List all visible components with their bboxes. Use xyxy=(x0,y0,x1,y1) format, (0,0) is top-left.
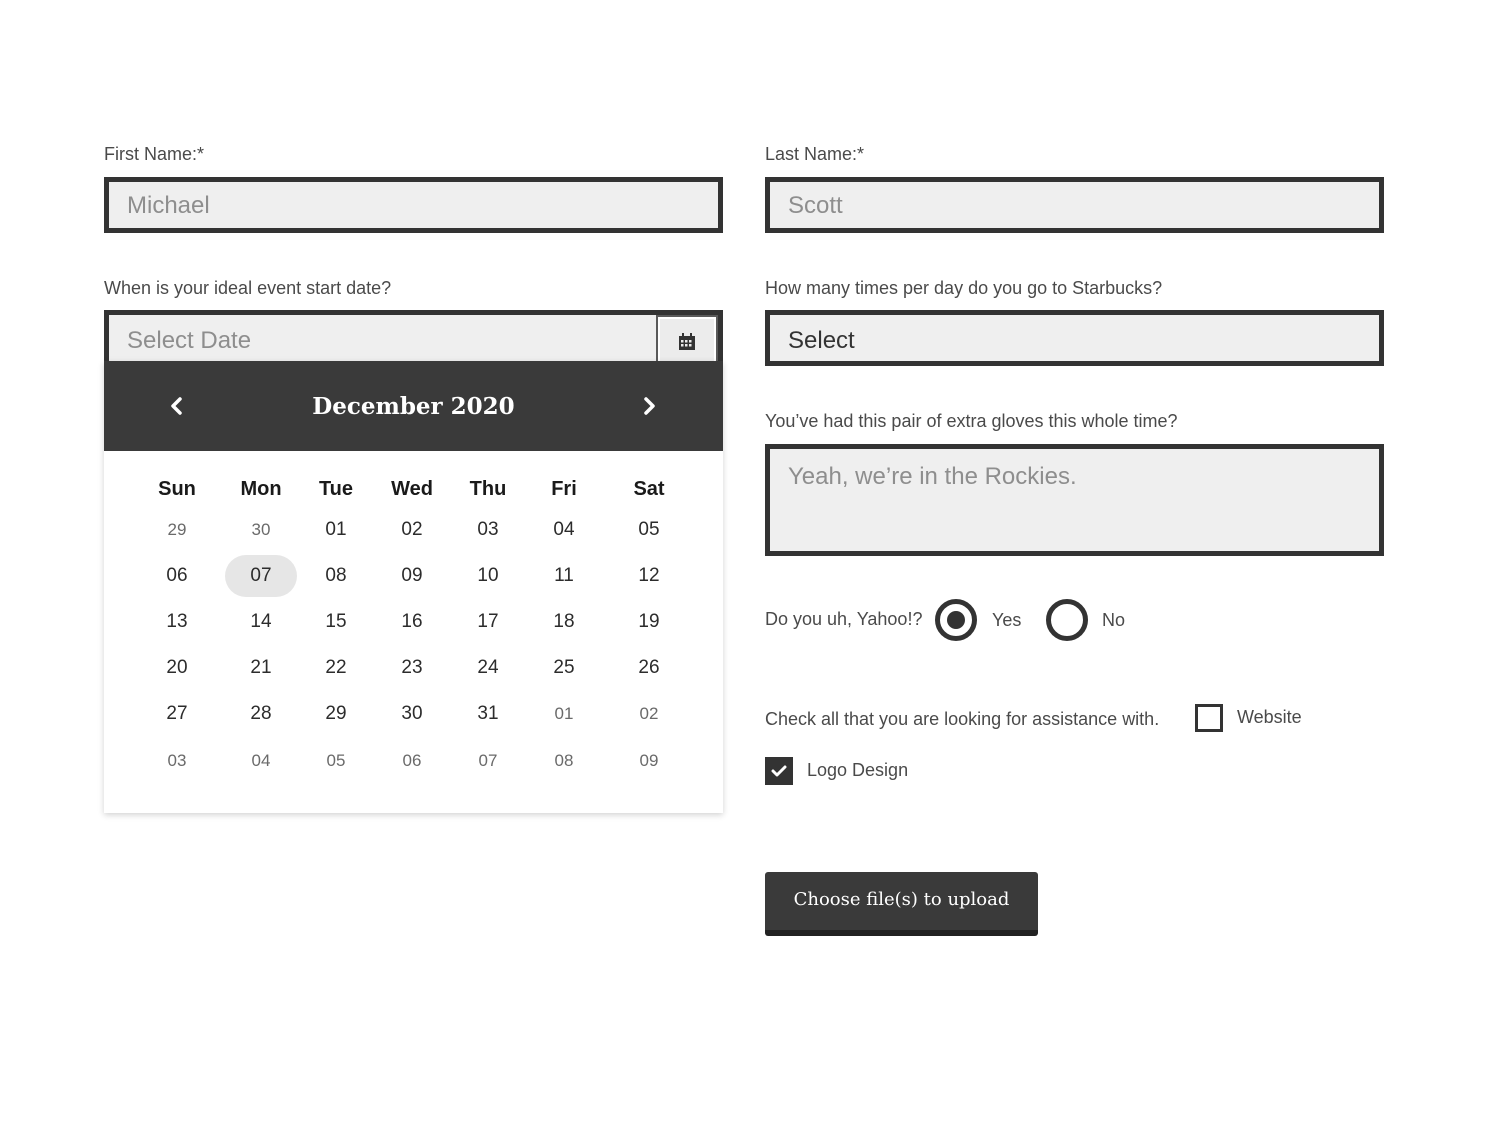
calendar-day[interactable]: 19 xyxy=(638,611,660,632)
checkmark-icon xyxy=(771,764,787,778)
calendar-day[interactable]: 06 xyxy=(402,751,422,770)
starbucks-select[interactable] xyxy=(765,310,1384,366)
calendar-day[interactable]: 28 xyxy=(250,703,272,724)
radio-yes[interactable] xyxy=(935,599,977,641)
calendar-day[interactable]: 08 xyxy=(325,565,347,586)
calendar-day[interactable]: 23 xyxy=(401,657,423,678)
calendar-day[interactable]: 16 xyxy=(401,611,423,632)
weekday-header: Fri xyxy=(551,478,577,500)
chevron-right-icon[interactable] xyxy=(639,395,659,417)
calendar-day[interactable]: 09 xyxy=(639,751,659,770)
weekday-header: Wed xyxy=(391,478,433,500)
calendar-day[interactable]: 04 xyxy=(553,519,575,540)
calendar-day[interactable]: 07 xyxy=(478,751,498,770)
calendar-day[interactable]: 14 xyxy=(250,611,272,632)
calendar-day-selected[interactable]: 07 xyxy=(225,555,297,597)
first-name-value: Michael xyxy=(127,192,210,219)
calendar-day[interactable]: 29 xyxy=(325,703,347,724)
calendar-day[interactable]: 24 xyxy=(477,657,499,678)
gloves-label: You’ve had this pair of extra gloves this whole time? xyxy=(765,411,1178,431)
calendar-day[interactable]: 08 xyxy=(554,751,574,770)
calendar-day[interactable]: 05 xyxy=(326,751,346,770)
calendar-day[interactable]: 11 xyxy=(554,565,574,586)
calendar-day[interactable]: 30 xyxy=(251,520,271,539)
calendar-day[interactable]: 02 xyxy=(401,519,423,540)
checkbox-website-label: Website xyxy=(1237,707,1302,727)
starbucks-value: Select xyxy=(788,327,855,354)
radio-selected-dot xyxy=(947,611,965,629)
calendar-day[interactable]: 01 xyxy=(554,704,574,723)
calendar-day[interactable]: 27 xyxy=(166,703,188,724)
weekday-header: Mon xyxy=(240,478,282,500)
calendar-day[interactable]: 25 xyxy=(553,657,575,678)
last-name-input[interactable] xyxy=(765,177,1384,233)
calendar-day[interactable]: 04 xyxy=(251,751,271,770)
calendar-day[interactable]: 22 xyxy=(325,657,347,678)
calendar-day[interactable]: 02 xyxy=(639,704,659,723)
calendar-day[interactable]: 17 xyxy=(477,611,499,632)
gloves-textarea[interactable] xyxy=(765,444,1384,556)
first-name-label: First Name:* xyxy=(104,144,205,164)
datepicker-month-title: December 2020 xyxy=(312,393,515,420)
datepicker-header xyxy=(104,361,723,451)
weekday-header: Sun xyxy=(158,478,196,500)
yahoo-label: Do you uh, Yahoo!? xyxy=(765,609,923,629)
calendar-day[interactable]: 09 xyxy=(401,565,423,586)
calendar-day[interactable]: 31 xyxy=(477,703,499,724)
calendar-icon xyxy=(677,332,697,352)
calendar-day[interactable]: 13 xyxy=(166,611,188,632)
starbucks-label: How many times per day do you go to Starbucks? xyxy=(765,278,1163,298)
calendar-day[interactable]: 10 xyxy=(477,565,499,586)
weekday-header: Sat xyxy=(633,478,665,500)
calendar-day[interactable]: 12 xyxy=(638,565,660,586)
calendar-day[interactable]: 18 xyxy=(553,611,575,632)
calendar-day[interactable]: 26 xyxy=(638,657,660,678)
calendar-day[interactable]: 15 xyxy=(325,611,347,632)
last-name-value: Scott xyxy=(788,192,843,219)
gloves-placeholder: Yeah, we’re in the Rockies. xyxy=(788,463,1077,490)
checkbox-website[interactable] xyxy=(1195,704,1223,732)
calendar-day[interactable]: 29 xyxy=(167,520,187,539)
calendar-day[interactable]: 03 xyxy=(167,751,187,770)
calendar-day[interactable]: 01 xyxy=(325,519,347,540)
calendar-day[interactable]: 06 xyxy=(166,565,188,586)
assistance-label: Check all that you are looking for assistance with. xyxy=(765,709,1160,729)
upload-button[interactable]: Choose file(s) to upload xyxy=(765,872,1038,936)
weekday-header: Tue xyxy=(318,478,354,500)
first-name-input[interactable] xyxy=(104,177,723,233)
calendar-day[interactable]: 03 xyxy=(477,519,499,540)
checkbox-logo-design-label: Logo Design xyxy=(807,760,909,780)
last-name-label: Last Name:* xyxy=(765,144,865,164)
date-label: When is your ideal event start date? xyxy=(104,278,392,298)
weekday-header: Thu xyxy=(469,478,507,500)
radio-no[interactable] xyxy=(1046,599,1088,641)
checkbox-logo-design[interactable] xyxy=(765,757,793,785)
date-placeholder: Select Date xyxy=(127,327,252,354)
date-input[interactable] xyxy=(104,310,723,363)
calendar-day[interactable]: 05 xyxy=(638,519,660,540)
radio-no-label: No xyxy=(1102,610,1126,630)
calendar-day[interactable]: 30 xyxy=(401,703,423,724)
radio-yes-label: Yes xyxy=(992,610,1022,630)
calendar-day[interactable]: 20 xyxy=(166,657,188,678)
calendar-day[interactable]: 21 xyxy=(250,657,272,678)
datepicker-popup xyxy=(104,361,723,813)
